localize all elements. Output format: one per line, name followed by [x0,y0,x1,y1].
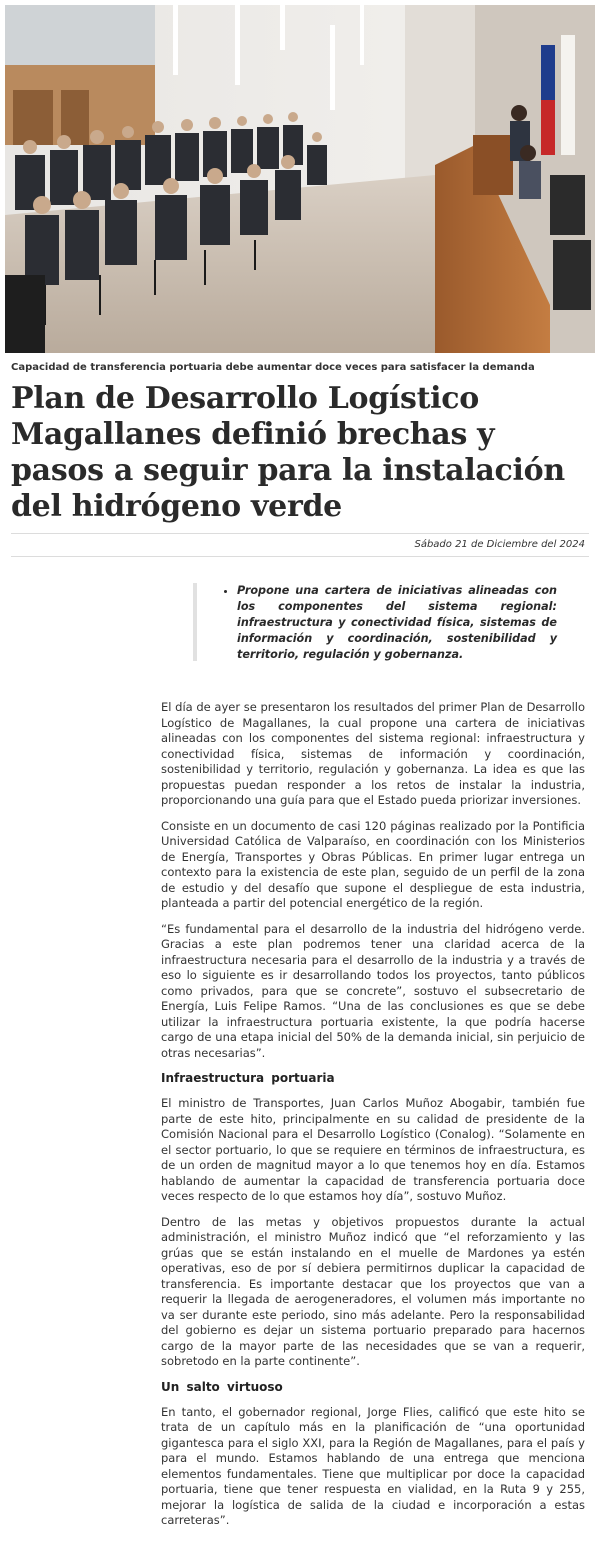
article-summary-quote [193,583,557,661]
summary-list [197,583,557,663]
subheading-salto-virtuoso: Un salto virtuoso [161,1379,283,1394]
subheading-infraestructura: Infraestructura portuaria [161,1071,335,1085]
body-paragraph-2: Consiste en un documento de casi 120 páginas realizado por la Pontificia Universidad Católica de Valparaíso, en coordinación con los Ministerios de Energía, Transportes y Obras Públicas. En primer lugar entrega un contexto para la existencia de este plan, seguido de un perfil de la zona de estudio y del desafío que supone el despliegue de esta industria, planteada a partir del potencial energético de la región. [161,818,585,910]
summary-item: • Propone una cartera de iniciativas alineadas con los componentes del sistema regional: infraestructura y conectividad física, sistemas de información y coordinación, sostenibilidad y territorio, regulación y gobernanza. [237,583,557,663]
body-paragraph-5: Dentro de las metas y objetivos propuestos durante la actual administración, el ministro Muñoz indicó que “el reforzamiento y las grúas que se están instalando en el muelle de Mardones ya estén operativas, eso de por sí debiera permitirnos duplicar la capacidad de transferencia. Es importante destacar que los proyectos que van a requerir la llegada de aerogeneradores, el volumen más importante no va ser durante este periodo, sino más adelante. Pero la responsabilidad del gobierno es dejar un sistema portuario preparado para hacernos cargo de la mayor parte de las necesidades que se van a requerir, sobretodo en la parte continente”. [161,1214,585,1368]
conference-photo-icon [5,5,595,353]
publication-date: Sábado 21 de Diciembre del 2024 [414,539,585,550]
body-paragraph-3: “Es fundamental para el desarrollo de la industria del hidrógeno verde. Gracias a este plan podremos tener una claridad acerca de la infraestructura necesaria para el desarrollo de la industria y a través de eso lo siguiente es ir desarrollando todos los proyectos, tanto públicos como privados, para que se concrete”, sostuvo el subsecretario de Energía, Luis Felipe Ramos. “Una de las conclusiones es que se debe utilizar la infraestructura portuaria existente, la que podría hacerse cargo de una etapa inicial del 50% de la demanda inicial, sin perjuicio de otras necesarias”. [161,921,585,1060]
body-paragraph-6: En tanto, el gobernador regional, Jorge Flies, calificó que este hito se trata de un capítulo más en la planificación de “una oportunidad gigantesca para el siglo XXI, para la Región de Magallanes, para el país y para el mundo. Estamos hablando de una entrega que menciona elementos fundamentales. Tiene que multiplicar por doce la capacidad portuaria, tiene que tener respuesta en vialidad, en la Ruta 9 y 255, mejorar la logística de salida de la ciudad e incorporación a estas carreteras”. [161,1404,585,1527]
date-bar [11,533,589,557]
article-kicker: Capacidad de transferencia portuaria debe aumentar doce veces para satisfacer la demanda [11,362,535,373]
article-body [161,700,585,1539]
body-paragraph-4: El ministro de Transportes, Juan Carlos Muñoz Abogabir, también fue parte de este hito, principalmente en su calidad de presidente de la Comisión Nacional para el Desarrollo Logístico (Conalog). “Solamente en el sector portuario, lo que se requiere en términos de infraestructura, es de un orden de magnitud mayor a lo que tenemos hoy en día. Estamos hablando de aumentar la capacidad de transferencia portuaria doce veces respecto de lo que estamos hoy día”, sostuvo Muñoz. [161,1096,585,1203]
article-headline: Plan de Desarrollo Logístico Magallanes definió brechas y pasos a seguir para la instalación del hidrógeno verde [11,381,565,524]
body-paragraph-1: El día de ayer se presentaron los resultados del primer Plan de Desarrollo Logístico de Magallanes, la cual propone una cartera de iniciativas alineadas con los componentes del sistema regional: infraestructura y conectividad física, sistemas de información y coordinación, sostenibilidad y territorio, regulación y gobernanza. La idea es que las propuestas puedan responder a los retos de instalar la industria, proporcionando una guía para que el Estado pueda priorizar inversiones. [161,700,585,807]
article-photo [5,5,595,353]
